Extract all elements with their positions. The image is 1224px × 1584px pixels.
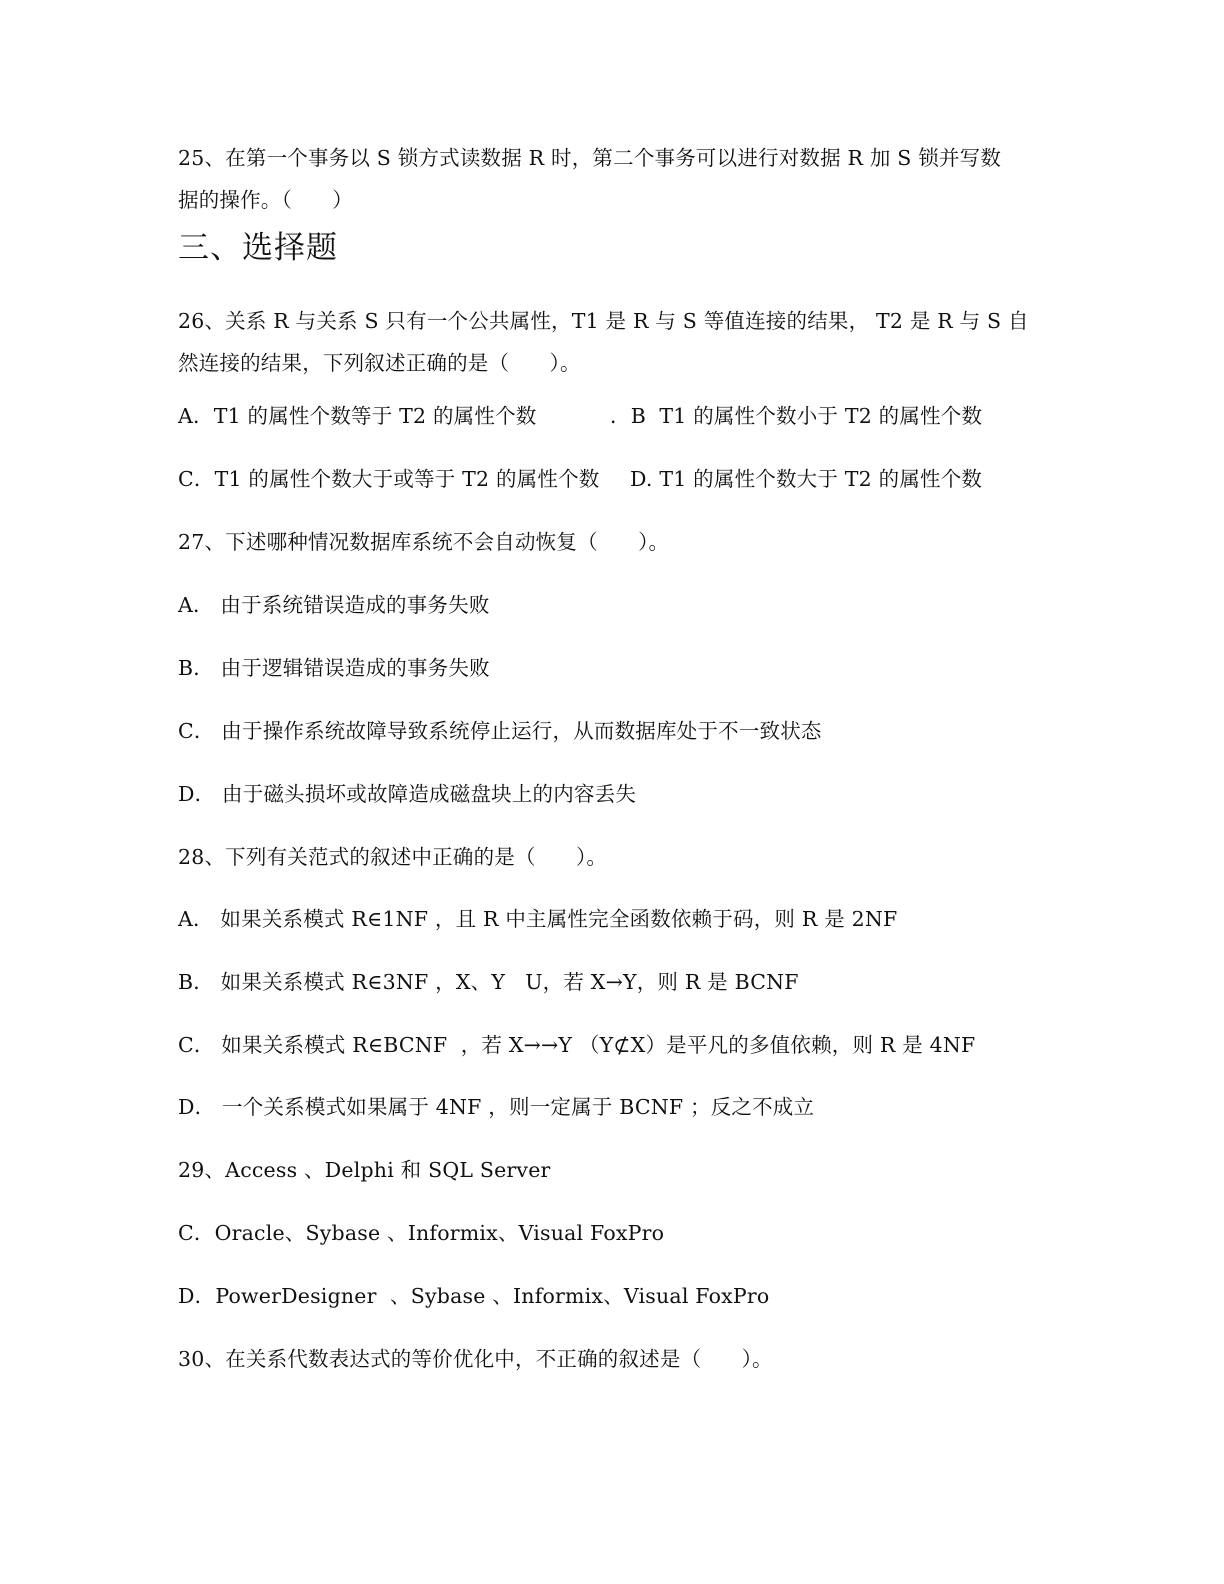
q28-option-c: C． 如果关系模式 R∈BCNF ，若 X→→Y （Y⊄X）是平凡的多值依赖，则 R 是 4NF	[178, 1033, 976, 1057]
q27-stem: 27、下述哪种情况数据库系统不会自动恢复（ ）。	[178, 530, 670, 554]
q27-option-c: C． 由于操作系统故障导致系统停止运行，从而数据库处于不一致状态	[178, 719, 822, 743]
section-heading: 三、选择题	[178, 230, 338, 266]
q27-option-b: B． 由于逻辑错误造成的事务失败	[178, 656, 490, 680]
q26-option-b: ．B T1 的属性个数小于 T2 的属性个数	[610, 404, 983, 428]
q26-option-d: D. T1 的属性个数大于 T2 的属性个数	[630, 467, 983, 491]
q30-stem: 30、在关系代数表达式的等价优化中，不正确的叙述是（ ）。	[178, 1347, 773, 1371]
q26-option-a: A．T1 的属性个数等于 T2 的属性个数	[178, 404, 537, 428]
q25-line-2: 据的操作。（ ）	[178, 188, 353, 212]
q25-line-1: 25、在第一个事务以 S 锁方式读数据 R 时，第二个事务可以进行对数据 R 加 S 锁并写数	[178, 146, 1002, 170]
q28-option-a: A． 如果关系模式 R∈1NF ，且 R 中主属性完全函数依赖于码，则 R 是 2NF	[178, 907, 898, 931]
q28-option-b: B． 如果关系模式 R∈3NF ，X、Y U，若 X→Y，则 R 是 BCNF	[178, 970, 799, 994]
q27-option-a: A． 由于系统错误造成的事务失败	[178, 593, 490, 617]
q26-option-c: C．T1 的属性个数大于或等于 T2 的属性个数	[178, 467, 600, 491]
q26-line-2: 然连接的结果，下列叙述正确的是（ ）。	[178, 351, 581, 375]
q29-stem: 29、Access 、Delphi 和 SQL Server	[178, 1158, 551, 1182]
q29-option-d: D．PowerDesigner 、Sybase 、Informix、Visual FoxPro	[178, 1284, 770, 1308]
q28-stem: 28、下列有关范式的叙述中正确的是（ ）。	[178, 845, 608, 869]
q29-option-c: C．Oracle、Sybase 、Informix、Visual FoxPro	[178, 1221, 665, 1245]
q26-line-1: 26、关系 R 与关系 S 只有一个公共属性，T1 是 R 与 S 等值连接的结果， T2 是 R 与 S 自	[178, 309, 1029, 333]
q28-option-d: D． 一个关系模式如果属于 4NF ，则一定属于 BCNF ；反之不成立	[178, 1095, 815, 1119]
q27-option-d: D． 由于磁头损坏或故障造成磁盘块上的内容丢失	[178, 782, 637, 806]
